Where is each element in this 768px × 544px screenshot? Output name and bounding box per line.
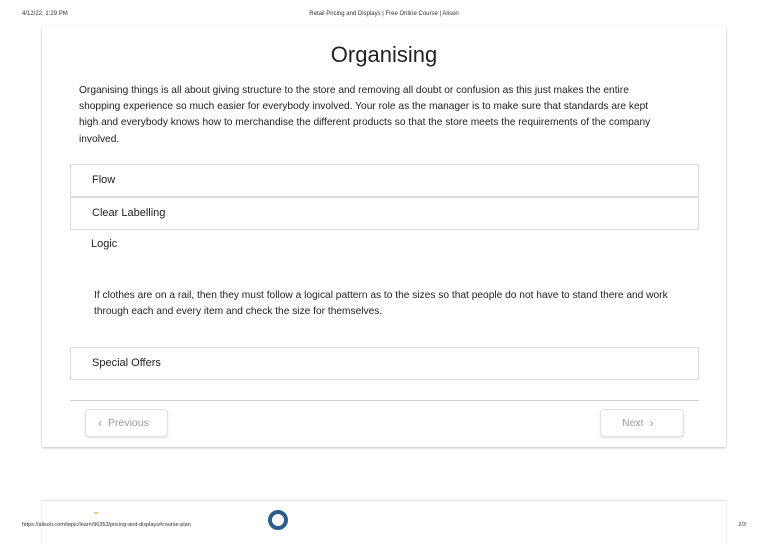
accordion-item-flow[interactable] bbox=[70, 164, 699, 197]
accordion-label: Flow bbox=[92, 174, 116, 186]
accordion-label: Logic bbox=[91, 238, 118, 250]
print-datetime: 4/12/22, 1:29 PM bbox=[22, 11, 68, 17]
accordion-item-logic[interactable] bbox=[70, 230, 699, 335]
print-url: https://alison.com/topic/learn/96353/pricing-and-displays#course-plan bbox=[22, 522, 191, 528]
previous-button[interactable] bbox=[85, 409, 168, 437]
print-page-number: 2/3 bbox=[738, 522, 746, 528]
next-label: Next bbox=[622, 417, 644, 429]
lesson-card bbox=[42, 26, 726, 447]
next-button[interactable] bbox=[600, 409, 684, 437]
accordion-item-special-offers[interactable] bbox=[70, 347, 699, 380]
print-header bbox=[22, 11, 746, 21]
previous-label: Previous bbox=[108, 417, 149, 429]
print-footer bbox=[22, 522, 746, 532]
print-page-title: Retail Pricing and Displays | Free Online Course | Alison bbox=[309, 11, 459, 17]
accordion-label: Special Offers bbox=[92, 357, 161, 369]
accordion-item-clear-labelling[interactable] bbox=[70, 197, 699, 230]
spark-icon bbox=[94, 512, 98, 514]
chevron-right-icon: › bbox=[649, 416, 654, 430]
chevron-left-icon: ‹ bbox=[98, 416, 102, 430]
intro-paragraph: Organising things is all about giving structure to the store and removing all doubt or confusion as this just makes the entire shopping experience so much easier for everybody involved. Your role as the manager is to make sure that standards are kept high and everybody knows how to merchandise the different products so that the store meets the requirements of the company involved. bbox=[79, 85, 651, 145]
page-title: Organising bbox=[330, 42, 438, 67]
accordion-body: If clothes are on a rail, then they must follow a logical pattern as to the sizes so that people do not have to stand there and work through each and every item and check the size for themselves. bbox=[94, 290, 668, 318]
accordion-label: Clear Labelling bbox=[92, 207, 166, 219]
divider bbox=[70, 400, 699, 401]
